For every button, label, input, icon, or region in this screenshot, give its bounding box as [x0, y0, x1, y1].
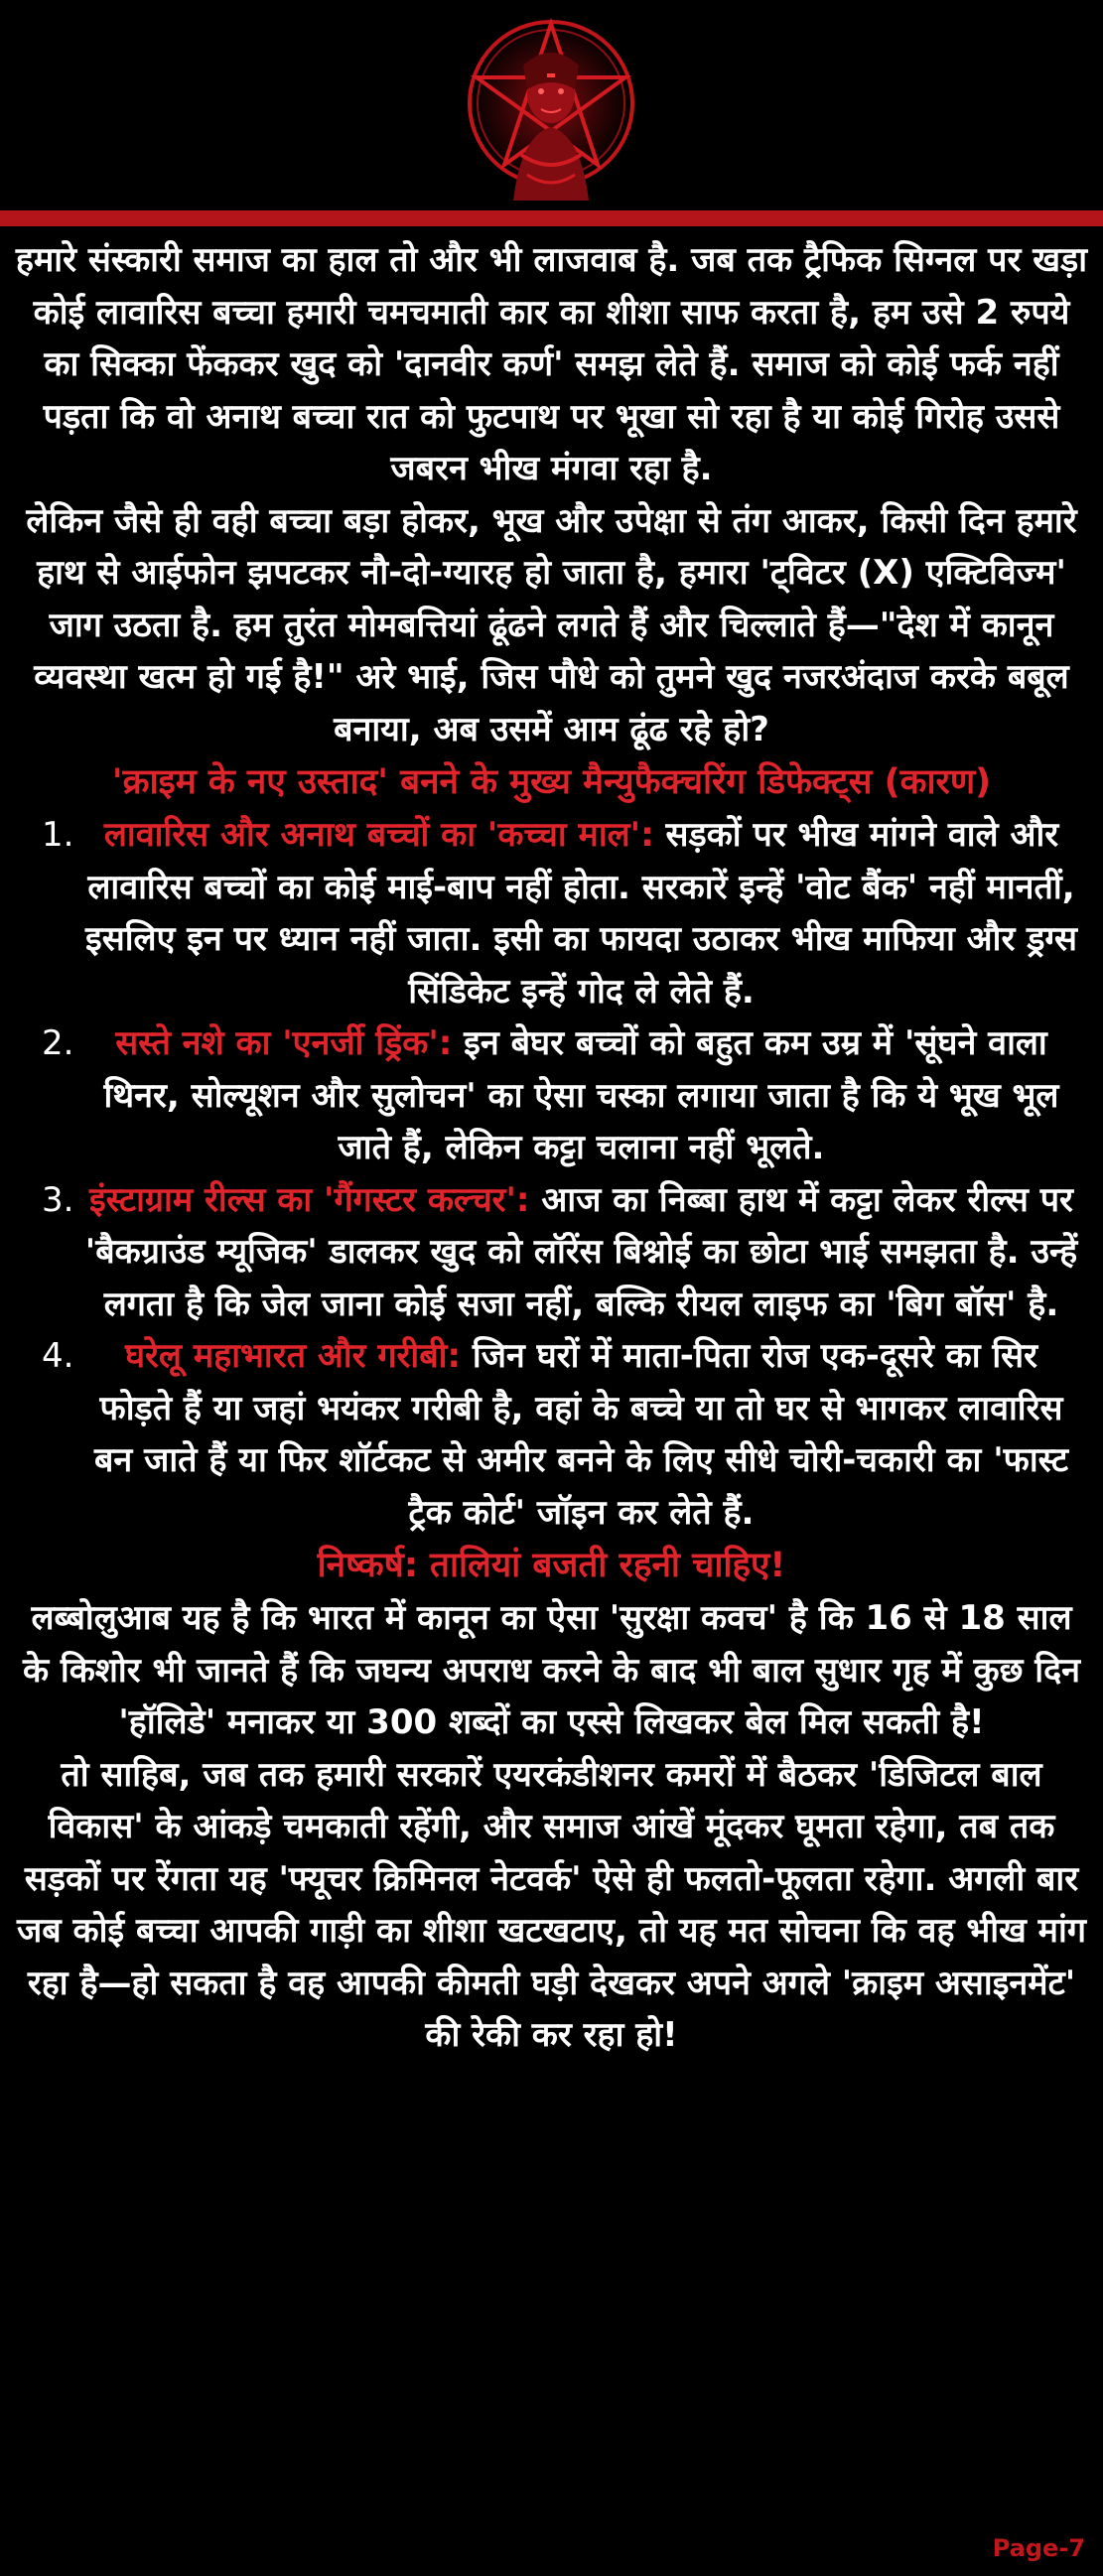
- list-item-number: 4.: [42, 1336, 74, 1376]
- list-item: [14, 1174, 1089, 1331]
- article-body: [0, 234, 1103, 2062]
- causes-list: [14, 809, 1089, 1539]
- list-item: [14, 809, 1089, 1017]
- conclusion-paragraph: लब्बोलुआब यह है कि भारत में कानून का ऐसा 'सुरक्षा कवच' है कि 16 से 18 साल के किशोर भी जानते हैं कि जघन्य अपराध करने के बाद भी बाल सुधार गृह में कुछ दिन 'हॉलिडे' मनाकर या 300 शब्दों का एस्से लिखकर बेल मिल सकती है!: [22, 1598, 1081, 1742]
- list-item: [14, 1330, 1089, 1539]
- list-item-title: इंस्टाग्राम रील्स का 'गैंगस्टर कल्चर':: [89, 1179, 530, 1220]
- list-item-title: सस्ते नशे का 'एनर्जी ड्रिंक':: [115, 1023, 453, 1063]
- list-item-number: 2.: [42, 1023, 74, 1063]
- conclusion-heading: निष्कर्ष: तालियां बजती रहनी चाहिए!: [317, 1546, 786, 1585]
- list-item-text: सड़कों पर भीख मांगने वाले और लावारिस बच्चों का कोई माई-बाप नहीं होता. सरकारें इन्हें 'वोट बैंक' नहीं मानतीं, इसलिए इन पर ध्यान नहीं जाता. इसी का फायदा उठाकर भीख माफिया और ड्रग्स सिंडिकेट इन्हें गोद ले लेते हैं.: [85, 815, 1077, 1012]
- list-item: [14, 1017, 1089, 1174]
- list-item-text: इन बेघर बच्चों को बहुत कम उम्र में 'सूंघने वाला थिनर, सोल्यूशन और सुलोचन' का ऐसा चस्का लगाया जाता है कि ये भूख भूल जाते हैं, लेकिन कट्टा चलाना नहीं भूलते.: [103, 1023, 1059, 1167]
- reaction-paragraph: लेकिन जैसे ही वही बच्चा बड़ा होकर, भूख और उपेक्षा से तंग आकर, किसी दिन हमारे हाथ से आईफोन झपटकर नौ-दो-ग्यारह हो जाता है, हमारा 'ट्विटर (X) एक्टिविज्म' जाग उठता है. हम तुरंत मोमबत्तियां ढूंढने लगते हैं और चिल्लाते हैं—"देश में कानून व्यवस्था खत्म हो गई है!" अरे भाई, जिस पौधे को तुमने खुद नजरअंदाज करके बबूल बनाया, अब उसमें आम ढूंढ रहे हो?: [26, 500, 1077, 749]
- header-divider-band: [0, 210, 1103, 226]
- page-number-label: Page-7: [992, 2534, 1085, 2562]
- shiva-pentagram-logo-icon: [462, 6, 640, 204]
- list-item-title: घरेलू महाभारत और गरीबी:: [124, 1336, 462, 1376]
- list-item-text: आज का निब्बा हाथ में कट्टा लेकर रील्स पर 'बैकग्राउंड म्यूजिक' डालकर खुद को लॉरेंस बिश्नोई का छोटा भाई समझता है. उन्हें लगता है कि जेल जाना कोई सजा नहीं, बल्कि रीयल लाइफ का 'बिग बॉस' है.: [84, 1179, 1078, 1324]
- causes-heading: 'क्राइम के नए उस्ताद' बनने के मुख्य मैन्युफैक्चरिंग डिफेक्ट्स (कारण): [111, 762, 992, 802]
- header: [0, 0, 1103, 210]
- list-item-title: लावारिस और अनाथ बच्चों का 'कच्चा माल':: [103, 815, 654, 855]
- list-item-text: जिन घरों में माता-पिता रोज एक-दूसरे का सिर फोड़ते हैं या जहां भयंकर गरीबी है, वहां के बच्चे या तो घर से भागकर लावारिस बन जाते हैं या फिर शॉर्टकट से अमीर बनने के लिए सीधे चोरी-चकारी का 'फास्ट ट्रैक कोर्ट' जॉइन कर लेते हैं.: [93, 1336, 1068, 1533]
- list-item-number: 3.: [42, 1179, 74, 1220]
- intro-paragraph: हमारे संस्कारी समाज का हाल तो और भी लाजवाब है. जब तक ट्रैफिक सिग्नल पर खड़ा कोई लावारिस बच्चा हमारी चमचमाती कार का शीशा साफ करता है, हम उसे 2 रुपये का सिक्का फेंककर खुद को 'दानवीर कर्ण' समझ लेते हैं. समाज को कोई फर्क नहीं पड़ता कि वो अनाथ बच्चा रात को फुटपाथ पर भूखा सो रहा है या कोई गिरोह उससे जबरन भीख मंगवा रहा है.: [15, 240, 1088, 488]
- closing-paragraph: तो साहिब, जब तक हमारी सरकारें एयरकंडीशनर कमरों में बैठकर 'डिजिटल बाल विकास' के आंकड़े चमकाती रहेंगी, और समाज आंखें मूंदकर घूमता रहेगा, तब तक सड़कों पर रेंगता यह 'फ्यूचर क्रिमिनल नेटवर्क' ऐसे ही फलतो-फूलता रहेगा. अगली बार जब कोई बच्चा आपकी गाड़ी का शीशा खटखटाए, तो यह मत सोचना कि वह भीख मांग रहा है—हो सकता है वह आपकी कीमती घड़ी देखकर अपने अगले 'क्राइम असाइनमेंट' की रेकी कर रहा हो!: [17, 1754, 1086, 2055]
- list-item-number: 1.: [42, 815, 74, 855]
